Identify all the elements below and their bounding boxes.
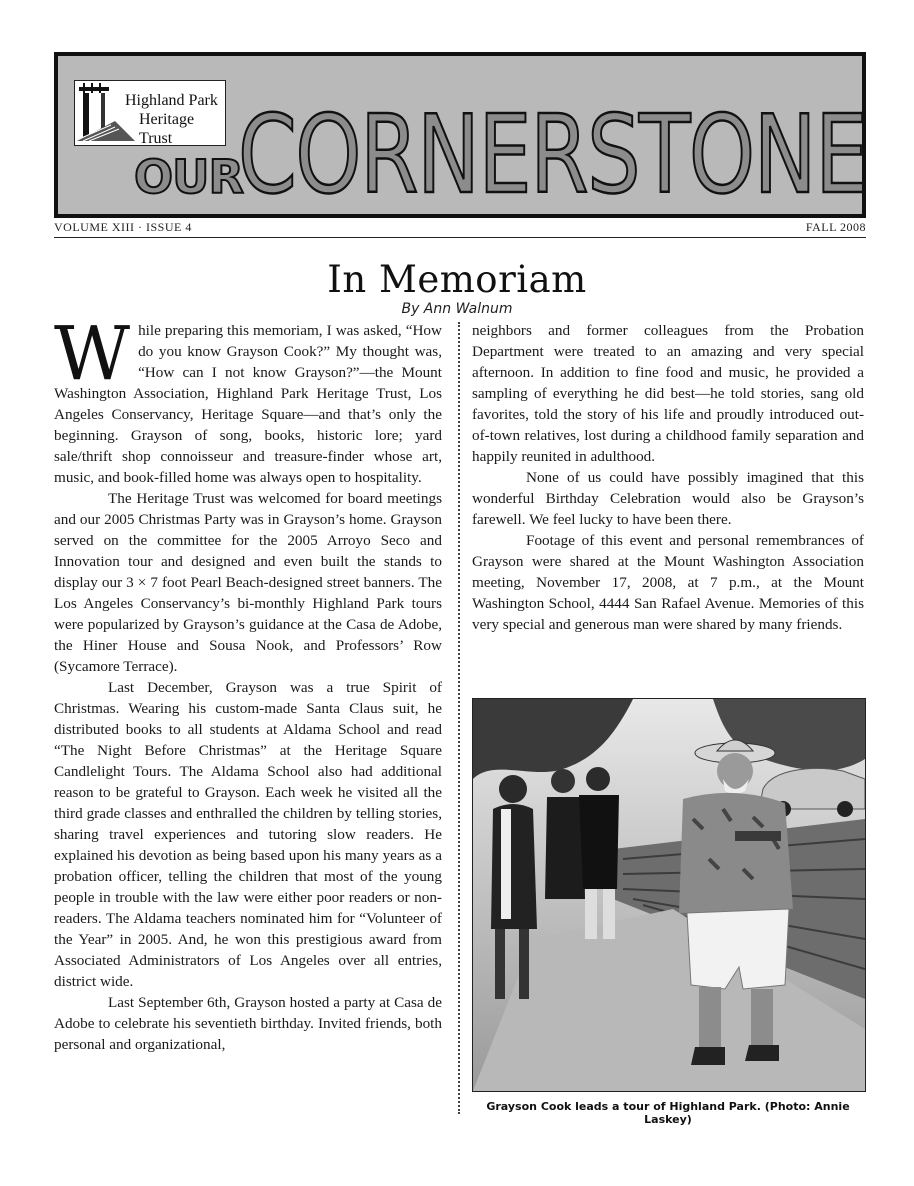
logo-line-2: Heritage Trust [139, 111, 195, 147]
tour-photo [472, 698, 866, 1092]
paragraph: neighbors and former colleagues from the Probation Department were treated to an amazing and very special afternoon. In addition to fine food and music, he provided a sampling of everything he did best—he told stories, sang old favorites, told the story of his life and proudly introduced out-of-town relatives, lost during a childhood family separation and happily reunited in adulthood. [472, 322, 864, 465]
left-column [54, 311, 442, 1055]
heritage-trust-logo [74, 80, 226, 146]
issue-line [54, 219, 866, 238]
paragraph: Footage of this event and personal remembrances of Grayson were shared at the Mount Washington Association meeting, November 17, 2008, at 7 p.m., at the Mount Washington School, 4444 San Rafael Avenue. Memories of this very special and generous man were shared by many friends. [472, 532, 864, 633]
paragraph [54, 311, 442, 488]
drop-cap: W [54, 311, 131, 397]
logo-text [125, 91, 225, 148]
column-divider [458, 322, 460, 1114]
paragraph-text: hile preparing this memoriam, I was asked, “How do you know Grayson Cook?” My thought was, “How can I not know Grayson?”—the Mount Washington Association, Highland Park Heritage Trust, Los Angeles Conservancy, Heritage Square—and that’s only the beginning. Grayson of song, books, historic lore; yard sale/thrift shop connoisseur and treasure-finder whose art, music, and book-filled home was always open to hospitality. [54, 322, 442, 486]
article-headline: In Memoriam [327, 258, 587, 301]
masthead [54, 52, 866, 218]
article-byline: By Ann Walnum [401, 301, 513, 317]
season-date: FALL 2008 [805, 220, 866, 234]
paragraph: Last September 6th, Grayson hosted a party at Casa de Adobe to celebrate his seventieth birthday. Invited friends, both personal and organizational, [54, 994, 442, 1053]
volume-issue: VOLUME XIII · ISSUE 4 [54, 220, 192, 234]
paragraph: The Heritage Trust was welcomed for board meetings and our 2005 Christmas Party was in Grayson’s home. Grayson served on the committee for the 2005 Arroyo Seco and Innovation tour and designed and even built the stands to display our 3 × 7 foot Pearl Beach-designed street banners. The Los Angeles Conservancy’s bi-monthly Highland Park tours were popularized by Grayson’s guidance at the Casa de Adobe, the Hiner House and Sousa Nook, and Professors’ Row (Sycamore Terrace). [54, 490, 442, 675]
newsletter-title: CORNERSTONE [238, 93, 867, 218]
title-prefix: OUR [134, 150, 243, 204]
logo-line-1: Highland Park [125, 92, 218, 109]
right-column [472, 320, 864, 635]
paragraph: None of us could have possibly imagined that this wonderful Birthday Celebration would also be Grayson’s farewell. We feel lucky to have been there. [472, 469, 864, 528]
photo-caption: Grayson Cook leads a tour of Highland Park. (Photo: Annie Laskey) [486, 1100, 850, 1126]
paragraph: Last December, Grayson was a true Spirit of Christmas. Wearing his custom-made Santa Claus suit, he distributed books to all students at Aldama School and read “The Night Before Christmas” at the Heritage Square Candlelight Tours. The Aldama School also had additional reason to be grateful to Grayson. Each week he visited all the third grade classes and enthralled the children by telling stories, sharing travel experiences and tutoring slow readers. He explained his devotion as being based upon his many years as a probation officer, telling the children that most of the young people in trouble with the law were either poor readers or non-readers. The Aldama teachers nominated him for “Volunteer of the Year” in 2005. And, he won this prestigious award from Associated Administrators of Los Angeles over all entries, district wide. [54, 679, 442, 990]
